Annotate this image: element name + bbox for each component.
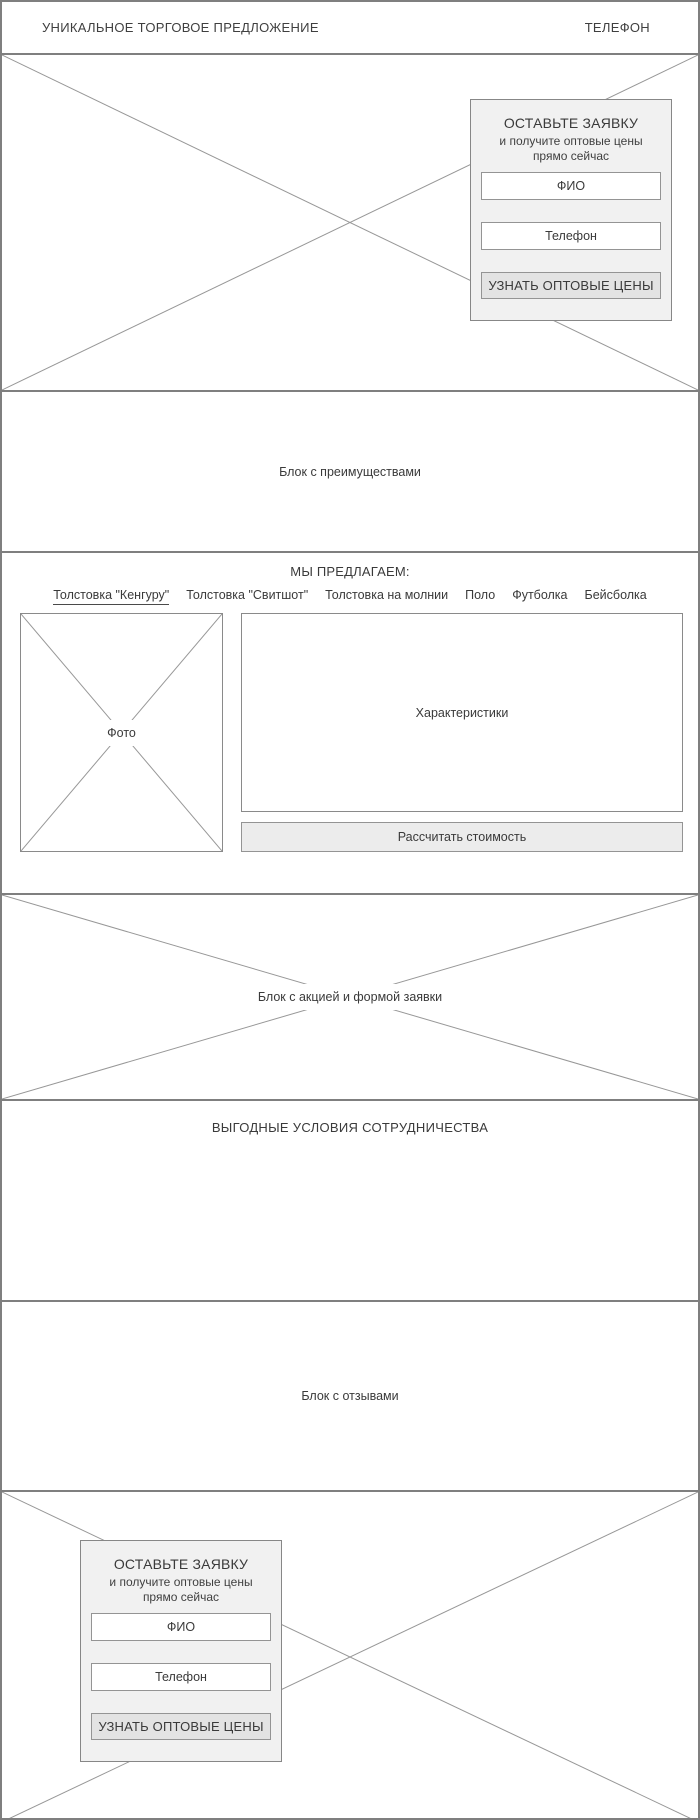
photo-label: Фото <box>93 720 150 746</box>
header-usp-text: УНИКАЛЬНОЕ ТОРГОВОЕ ПРЕДЛОЖЕНИЕ <box>42 20 319 35</box>
lead-form-subtitle-line1: и получите оптовые цены <box>109 1575 253 1589</box>
promo-label: Блок с акцией и формой заявки <box>244 984 456 1010</box>
tab-polo[interactable]: Поло <box>465 588 496 602</box>
tab-futbolka[interactable]: Футболка <box>512 588 568 602</box>
lead-form-footer <box>80 1540 282 1762</box>
reviews-section <box>2 1302 698 1492</box>
tab-tolstovka-svitshot[interactable]: Толстовка "Свитшот" <box>186 588 309 602</box>
calculate-cost-button[interactable]: Рассчитать стоимость <box>241 822 683 852</box>
footer-cta-section <box>2 1492 698 1820</box>
name-input[interactable] <box>91 1613 271 1641</box>
lead-form-title: ОСТАВЬТЕ ЗАЯВКУ <box>113 1556 249 1572</box>
hero-section <box>2 55 698 392</box>
product-photo-placeholder <box>20 613 223 852</box>
name-input[interactable] <box>481 172 661 200</box>
promo-section <box>2 895 698 1101</box>
lead-form-subtitle-line2: прямо сейчас <box>142 1590 220 1604</box>
phone-input[interactable] <box>91 1663 271 1691</box>
products-title: МЫ ПРЕДЛАГАЕМ: <box>290 564 410 579</box>
product-specs-box <box>241 613 683 812</box>
tab-beysbolka[interactable]: Бейсболка <box>584 588 647 602</box>
benefits-section <box>2 392 698 553</box>
submit-button[interactable]: УЗНАТЬ ОПТОВЫЕ ЦЕНЫ <box>481 272 661 299</box>
phone-input[interactable] <box>481 222 661 250</box>
specs-label: Характеристики <box>402 700 523 726</box>
benefits-label: Блок с преимуществами <box>279 464 421 479</box>
conditions-section <box>2 1101 698 1302</box>
submit-button[interactable]: УЗНАТЬ ОПТОВЫЕ ЦЕНЫ <box>91 1713 271 1740</box>
reviews-label: Блок с отзывами <box>301 1389 399 1403</box>
conditions-title: ВЫГОДНЫЕ УСЛОВИЯ СОТРУДНИЧЕСТВА <box>211 1120 489 1135</box>
tab-tolstovka-na-molnii[interactable]: Толстовка на молнии <box>325 588 449 602</box>
lead-form-hero <box>470 99 672 321</box>
tab-tolstovka-kenguru[interactable]: Толстовка "Кенгуру" <box>53 588 169 605</box>
product-tabs <box>2 588 698 605</box>
lead-form-subtitle-line1: и получите оптовые цены <box>499 134 643 148</box>
header-phone-text: ТЕЛЕФОН <box>584 20 650 35</box>
lead-form-subtitle-line2: прямо сейчас <box>532 149 610 163</box>
lead-form-title: ОСТАВЬТЕ ЗАЯВКУ <box>503 115 639 131</box>
header <box>2 2 698 55</box>
products-section <box>2 553 698 895</box>
